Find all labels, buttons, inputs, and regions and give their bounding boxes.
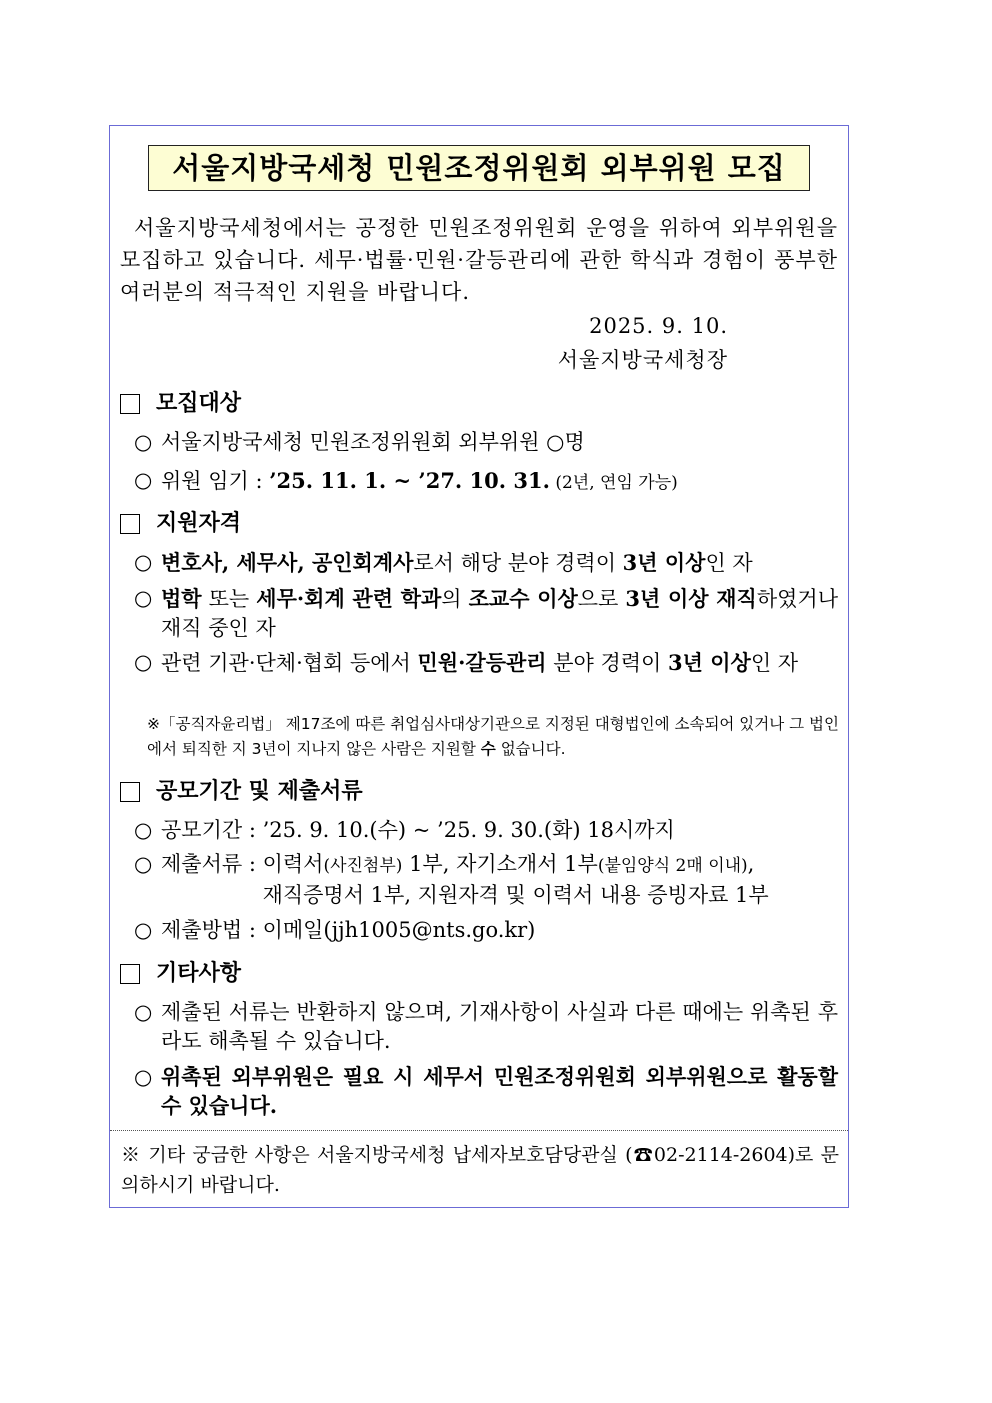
list-item: ○ 서울지방국세청 민원조정위원회 외부위원 ○명 [134,428,838,457]
list-item: ○ 제출방법 : 이메일(jjh1005@nts.go.kr) [134,916,838,945]
checkbox-square-icon [120,782,140,802]
list-item: ○ 변호사, 세무사, 공인회계사로서 해당 분야 경력이 3년 이상인 자 [134,548,838,578]
section-target-heading: 모집대상 [120,388,241,420]
term-period: ’25. 11. 1. ~ ’27. 10. 31. [269,468,550,493]
list-item: ○ 법학 또는 세무·회계 관련 학과의 조교수 이상으로 3년 이상 재직하였거나 재직 중인 자 [134,584,838,643]
intro-paragraph: 서울지방국세청에서는 공정한 민원조정위원회 운영을 위하여 외부위원을 모집하고 있습니다. 세무·법률·민원·갈등관리에 관한 학식과 경험이 풍부한 여러분의 적극적인 지원을 바랍니다. [120,216,838,304]
list-item: ○ 제출된 서류는 반환하지 않으며, 기재사항이 사실과 다른 때에는 위촉된 후라도 해촉될 수 있습니다. [134,998,838,1056]
circle-bullet-icon: ○ [134,550,153,574]
checkbox-square-icon [120,394,140,414]
list-item: ○ 관련 기관·단체·협회 등에서 민원·갈등관리 분야 경력이 3년 이상인 자 [134,648,838,678]
checkbox-square-icon [120,964,140,984]
section-qualification-heading: 지원자격 [120,508,241,540]
circle-bullet-icon: ○ [134,1000,153,1024]
circle-bullet-icon: ○ [134,468,153,492]
circle-bullet-icon: ○ [134,918,153,942]
circle-bullet-icon: ○ [134,650,153,674]
circle-bullet-icon: ○ [134,818,153,842]
issuer-name: 서울지방국세청장 [557,348,728,372]
contact-footer: ※ 기타 궁금한 사항은 서울지방국세청 납세자보호담당관실 (☎02-2114-2604)로 문의하시기 바랍니다. [121,1144,839,1196]
page-title: 서울지방국세청 민원조정위원회 외부위원 모집 [148,145,810,191]
circle-bullet-icon: ○ [134,586,153,610]
eligibility-note: ※「공직자윤리법」 제17조에 따른 취업심사대상기관으로 지정된 대형법인에 소속되어 있거나 그 법인에서 퇴직한 지 3년이 지나지 않은 사람은 지원할 수 없습니다. [147,715,840,758]
circle-bullet-icon: ○ [134,1064,153,1089]
issue-date: 2025. 9. 10. [589,314,728,338]
divider [110,1130,848,1131]
list-item: ○ 위원 임기 : ’25. 11. 1. ~ ’27. 10. 31. (2년, 연임 가능) [134,466,838,498]
section-etc-heading: 기타사항 [120,958,241,990]
circle-bullet-icon: ○ [134,430,153,454]
list-item: ○ 제출서류 : 이력서(사진첨부) 1부, 자기소개서 1부(붙임양식 2매 이내), 재직증명서 1부, 지원자격 및 이력서 내용 증빙자료 1부 [134,850,838,910]
list-item: ○ 위촉된 외부위원은 필요 시 세무서 민원조정위원회 외부위원으로 활동할 수 있습니다. [134,1064,838,1118]
checkbox-square-icon [120,514,140,534]
list-item: ○ 공모기간 : ’25. 9. 10.(수) ~ ’25. 9. 30.(화) 18시까지 [134,816,838,845]
section-period-heading: 공모기간 및 제출서류 [120,776,363,808]
circle-bullet-icon: ○ [134,852,153,876]
